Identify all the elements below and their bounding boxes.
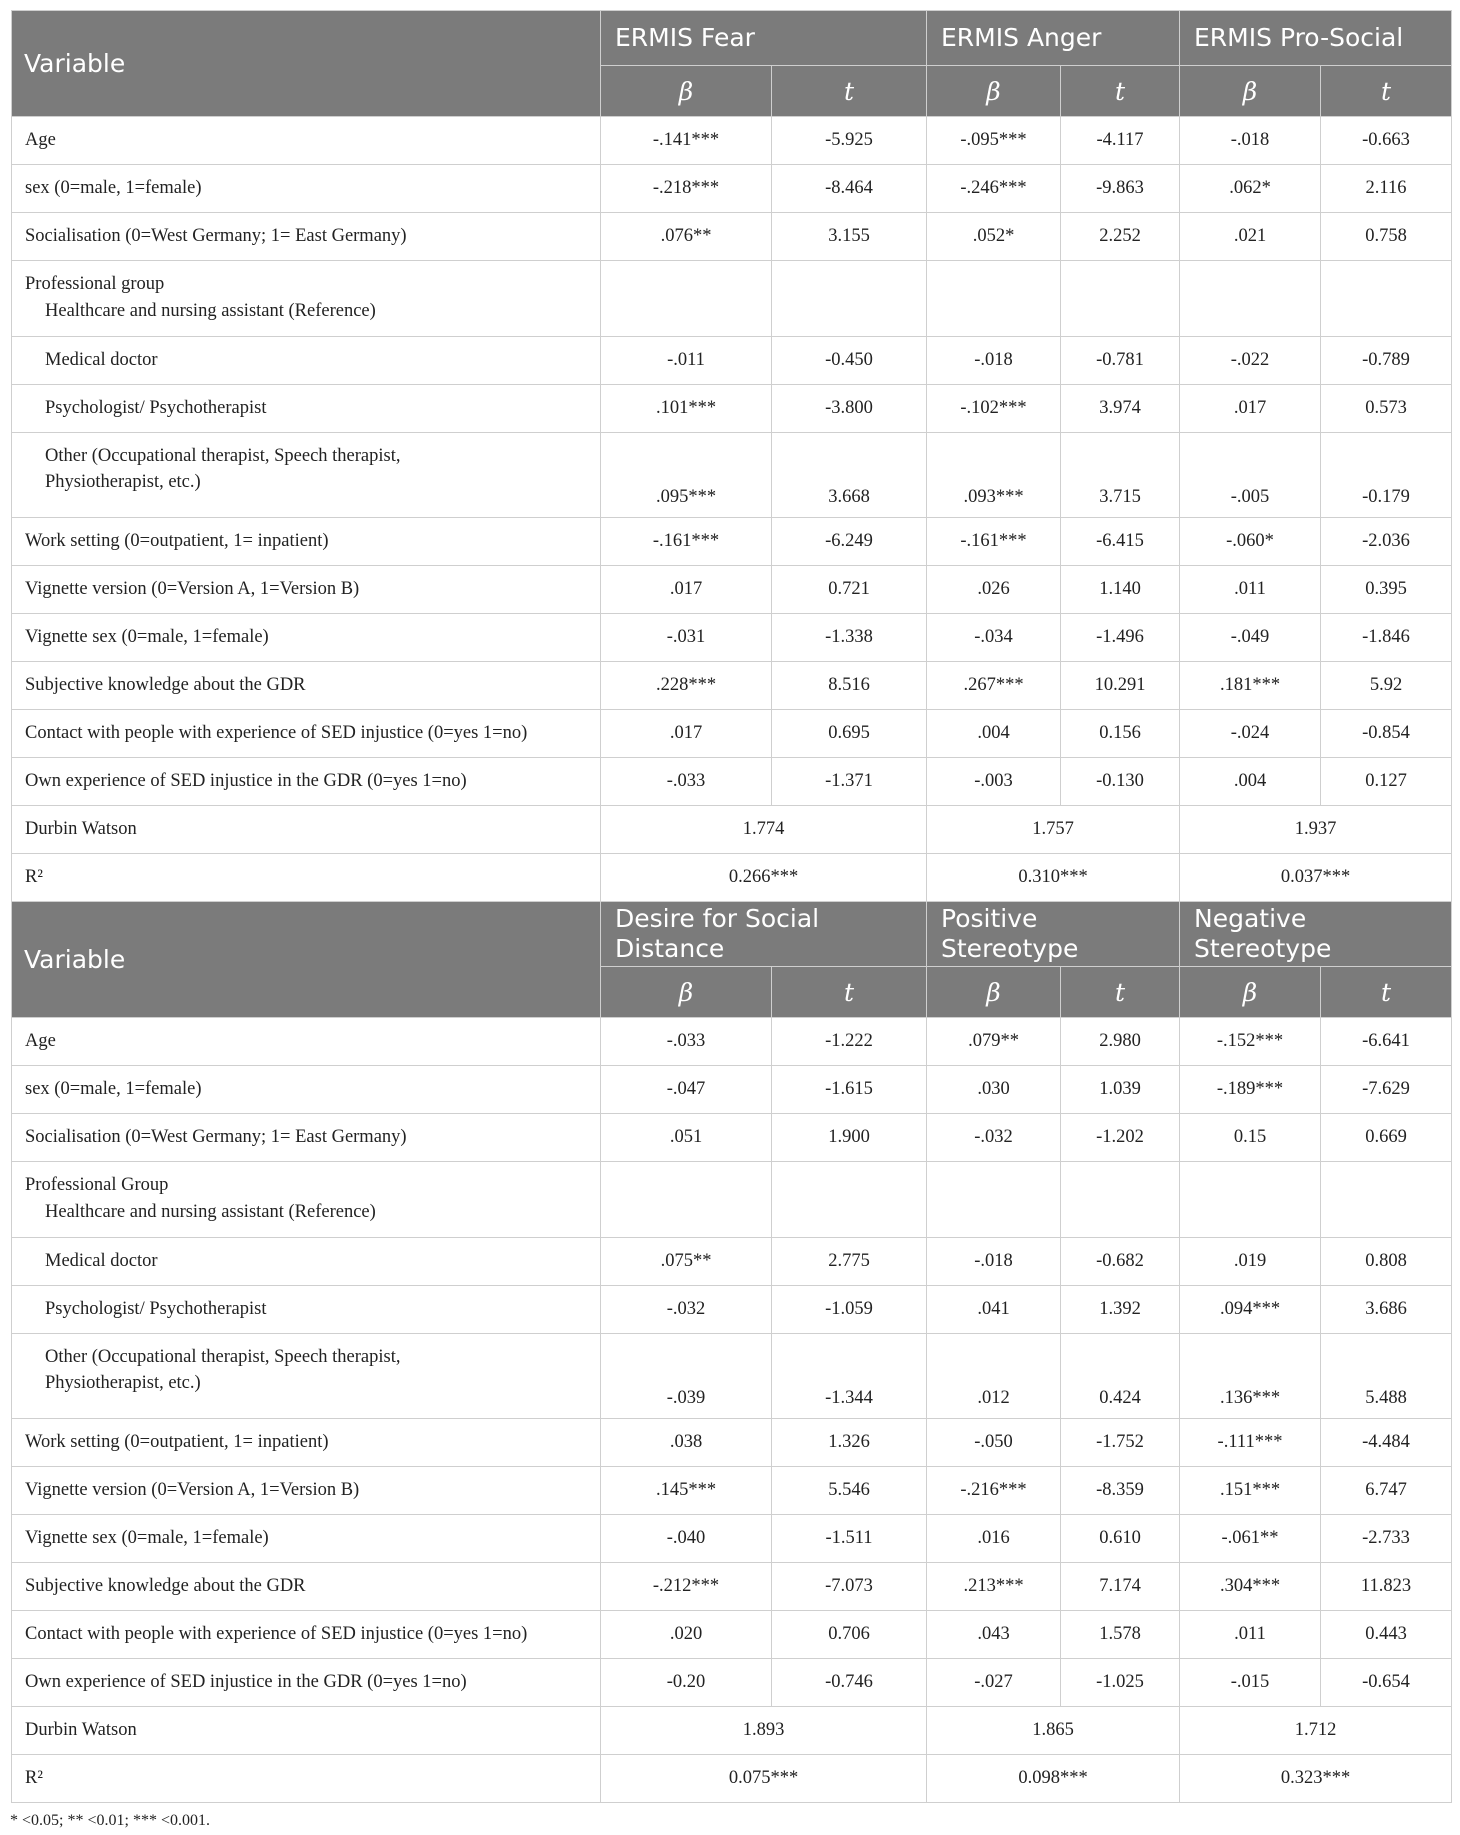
variable-header: Variable xyxy=(12,11,601,117)
beta-value: .004 xyxy=(927,710,1061,758)
t-value: 0.610 xyxy=(1061,1515,1180,1563)
row-label xyxy=(12,165,601,213)
t-value: 2.116 xyxy=(1321,165,1452,213)
t-value: -1.615 xyxy=(772,1066,927,1114)
beta-value xyxy=(1180,1162,1321,1238)
summary-value: 1.937 xyxy=(1180,806,1452,854)
row-label xyxy=(12,710,601,758)
beta-value: .136*** xyxy=(1180,1334,1321,1419)
table-row xyxy=(12,1018,1452,1066)
summary-value: 0.266*** xyxy=(601,854,927,902)
row-sublabel-text: Healthcare and nursing assistant (Reference) xyxy=(45,301,376,321)
beta-value: -.018 xyxy=(927,1238,1061,1286)
beta-value: .094*** xyxy=(1180,1286,1321,1334)
row-label-text: Professional Group xyxy=(25,1175,169,1195)
table-row xyxy=(12,1114,1452,1162)
table-row xyxy=(12,758,1452,806)
t-value: 0.721 xyxy=(772,566,927,614)
t-value: -1.752 xyxy=(1061,1419,1180,1467)
t-value: 0.156 xyxy=(1061,710,1180,758)
row-label-text: Socialisation (0=West Germany; 1= East Germany) xyxy=(25,1127,407,1147)
t-value: -3.800 xyxy=(772,385,927,433)
beta-value: -.034 xyxy=(927,614,1061,662)
row-label xyxy=(12,1334,601,1419)
beta-value: .041 xyxy=(927,1286,1061,1334)
summary-row xyxy=(12,806,1452,854)
header-row xyxy=(12,902,1452,967)
beta-value: .017 xyxy=(1180,385,1321,433)
beta-header: β xyxy=(601,66,772,117)
beta-value: -.161*** xyxy=(927,518,1061,566)
summary-value: 0.323*** xyxy=(1180,1755,1452,1803)
significance-footnote: * <0.05; ** <0.01; *** <0.001. xyxy=(10,1812,210,1829)
row-label xyxy=(12,566,601,614)
t-value: -1.059 xyxy=(772,1286,927,1334)
t-value: 8.516 xyxy=(772,662,927,710)
outcome-header: ERMIS Fear xyxy=(601,11,927,66)
header-row xyxy=(12,11,1452,66)
beta-value: -.032 xyxy=(927,1114,1061,1162)
row-label xyxy=(12,261,601,337)
table-row xyxy=(12,1238,1452,1286)
t-value: -0.450 xyxy=(772,337,927,385)
t-value: -6.415 xyxy=(1061,518,1180,566)
t-value xyxy=(1321,261,1452,337)
table-row xyxy=(12,710,1452,758)
beta-value: -.003 xyxy=(927,758,1061,806)
row-label-text-line2: Physiotherapist, etc.) xyxy=(45,472,201,492)
row-label-text: Subjective knowledge about the GDR xyxy=(25,1576,306,1596)
t-value: 7.174 xyxy=(1061,1563,1180,1611)
summary-value: 0.037*** xyxy=(1180,854,1452,902)
summary-value: 1.865 xyxy=(927,1707,1180,1755)
t-value: -1.846 xyxy=(1321,614,1452,662)
row-label xyxy=(12,662,601,710)
t-value: -2.036 xyxy=(1321,518,1452,566)
row-label xyxy=(12,1018,601,1066)
t-value: 2.775 xyxy=(772,1238,927,1286)
beta-value: .062* xyxy=(1180,165,1321,213)
t-value: -0.654 xyxy=(1321,1659,1452,1707)
beta-header: β xyxy=(601,967,772,1018)
beta-value: -.218*** xyxy=(601,165,772,213)
row-label xyxy=(12,213,601,261)
table-row xyxy=(12,117,1452,165)
beta-value: -.031 xyxy=(601,614,772,662)
t-value: -1.371 xyxy=(772,758,927,806)
beta-value: 0.15 xyxy=(1180,1114,1321,1162)
t-value: 5.488 xyxy=(1321,1334,1452,1419)
row-label-text: Contact with people with experience of SED injustice (0=yes 1=no) xyxy=(25,723,528,743)
table-row xyxy=(12,337,1452,385)
beta-value: -.095*** xyxy=(927,117,1061,165)
row-label xyxy=(12,1515,601,1563)
row-label xyxy=(12,1162,601,1238)
table-row xyxy=(12,213,1452,261)
t-value: 0.127 xyxy=(1321,758,1452,806)
t-value: -1.338 xyxy=(772,614,927,662)
row-label xyxy=(12,1238,601,1286)
beta-value: -.060* xyxy=(1180,518,1321,566)
beta-header: β xyxy=(927,967,1061,1018)
row-label-text: Vignette sex (0=male, 1=female) xyxy=(25,627,269,647)
row-label xyxy=(12,1659,601,1707)
row-label-text: Socialisation (0=West Germany; 1= East Germany) xyxy=(25,226,407,246)
row-label-text: Professional group xyxy=(25,274,165,294)
summary-value: 1.774 xyxy=(601,806,927,854)
summary-label: Durbin Watson xyxy=(12,1707,601,1755)
summary-value: 1.712 xyxy=(1180,1707,1452,1755)
beta-value: .021 xyxy=(1180,213,1321,261)
beta-value: -.018 xyxy=(1180,117,1321,165)
beta-value: .051 xyxy=(601,1114,772,1162)
t-value: 0.706 xyxy=(772,1611,927,1659)
beta-header: β xyxy=(1180,967,1321,1018)
beta-value: .030 xyxy=(927,1066,1061,1114)
t-value xyxy=(1061,1162,1180,1238)
summary-value: 1.757 xyxy=(927,806,1180,854)
row-label-text: Work setting (0=outpatient, 1= inpatient) xyxy=(25,531,329,551)
row-label-text: Vignette version (0=Version A, 1=Version B) xyxy=(25,1480,360,1500)
table-row xyxy=(12,433,1452,518)
beta-value: .304*** xyxy=(1180,1563,1321,1611)
beta-value: -.027 xyxy=(927,1659,1061,1707)
table-row xyxy=(12,1419,1452,1467)
t-value: -4.484 xyxy=(1321,1419,1452,1467)
table-row xyxy=(12,1286,1452,1334)
row-label-text: Medical doctor xyxy=(45,350,158,370)
t-value: -7.629 xyxy=(1321,1066,1452,1114)
t-value: -6.249 xyxy=(772,518,927,566)
t-value: 3.715 xyxy=(1061,433,1180,518)
t-value: -5.925 xyxy=(772,117,927,165)
t-value: -4.117 xyxy=(1061,117,1180,165)
beta-value: -.022 xyxy=(1180,337,1321,385)
beta-value: -.047 xyxy=(601,1066,772,1114)
beta-value: .101*** xyxy=(601,385,772,433)
t-header: t xyxy=(772,967,927,1018)
beta-value: -.246*** xyxy=(927,165,1061,213)
row-label-text: Psychologist/ Psychotherapist xyxy=(45,398,267,418)
regression-table xyxy=(11,10,1452,1803)
t-header: t xyxy=(772,66,927,117)
beta-value: .011 xyxy=(1180,566,1321,614)
regression-table-container xyxy=(11,10,1451,1803)
t-header: t xyxy=(1061,967,1180,1018)
beta-value: .267*** xyxy=(927,662,1061,710)
beta-header: β xyxy=(927,66,1061,117)
t-value: 5.92 xyxy=(1321,662,1452,710)
t-value xyxy=(1321,1162,1452,1238)
beta-value: .016 xyxy=(927,1515,1061,1563)
t-value: 1.578 xyxy=(1061,1611,1180,1659)
beta-value: .213*** xyxy=(927,1563,1061,1611)
row-label-text: Subjective knowledge about the GDR xyxy=(25,675,306,695)
beta-value: .043 xyxy=(927,1611,1061,1659)
row-label xyxy=(12,1114,601,1162)
beta-value: -.033 xyxy=(601,1018,772,1066)
beta-value: -.152*** xyxy=(1180,1018,1321,1066)
row-label-text: Own experience of SED injustice in the GDR (0=yes 1=no) xyxy=(25,1672,467,1692)
beta-value: .075** xyxy=(601,1238,772,1286)
summary-row xyxy=(12,854,1452,902)
t-value: 3.155 xyxy=(772,213,927,261)
beta-value: -.024 xyxy=(1180,710,1321,758)
t-value xyxy=(772,1162,927,1238)
summary-value: 0.098*** xyxy=(927,1755,1180,1803)
row-label-text: Work setting (0=outpatient, 1= inpatient) xyxy=(25,1432,329,1452)
t-header: t xyxy=(1061,66,1180,117)
row-label-text: Contact with people with experience of SED injustice (0=yes 1=no) xyxy=(25,1624,528,1644)
t-value: 2.252 xyxy=(1061,213,1180,261)
row-label-text: sex (0=male, 1=female) xyxy=(25,178,202,198)
beta-value: .012 xyxy=(927,1334,1061,1419)
regression-table-body xyxy=(12,11,1452,1803)
table-row xyxy=(12,1334,1452,1419)
row-label-text: sex (0=male, 1=female) xyxy=(25,1079,202,1099)
beta-value: -.040 xyxy=(601,1515,772,1563)
t-value: -1.511 xyxy=(772,1515,927,1563)
t-value: -0.130 xyxy=(1061,758,1180,806)
t-value: -8.464 xyxy=(772,165,927,213)
t-value: -0.682 xyxy=(1061,1238,1180,1286)
outcome-header: Positive Stereotype xyxy=(927,902,1180,967)
row-label-text: Vignette version (0=Version A, 1=Version B) xyxy=(25,579,360,599)
beta-value: -.005 xyxy=(1180,433,1321,518)
beta-value: .181*** xyxy=(1180,662,1321,710)
t-value: 0.573 xyxy=(1321,385,1452,433)
beta-value: -.011 xyxy=(601,337,772,385)
table-row xyxy=(12,518,1452,566)
t-value: 3.974 xyxy=(1061,385,1180,433)
t-value: 1.900 xyxy=(772,1114,927,1162)
t-value: 0.695 xyxy=(772,710,927,758)
row-label-text: Medical doctor xyxy=(45,1251,158,1271)
t-value: -1.025 xyxy=(1061,1659,1180,1707)
t-value: 1.140 xyxy=(1061,566,1180,614)
summary-label: Durbin Watson xyxy=(12,806,601,854)
beta-value: .020 xyxy=(601,1611,772,1659)
beta-value xyxy=(927,261,1061,337)
beta-value: .093*** xyxy=(927,433,1061,518)
t-value: -0.789 xyxy=(1321,337,1452,385)
t-value: 0.758 xyxy=(1321,213,1452,261)
t-value: 10.291 xyxy=(1061,662,1180,710)
beta-value: -.018 xyxy=(927,337,1061,385)
beta-value: .052* xyxy=(927,213,1061,261)
beta-value: .019 xyxy=(1180,1238,1321,1286)
outcome-header: ERMIS Anger xyxy=(927,11,1180,66)
t-value: 2.980 xyxy=(1061,1018,1180,1066)
t-value: 11.823 xyxy=(1321,1563,1452,1611)
beta-value: -.216*** xyxy=(927,1467,1061,1515)
beta-value: -.032 xyxy=(601,1286,772,1334)
t-value: -7.073 xyxy=(772,1563,927,1611)
row-label xyxy=(12,518,601,566)
t-value: -1.202 xyxy=(1061,1114,1180,1162)
beta-value: .145*** xyxy=(601,1467,772,1515)
beta-value xyxy=(927,1162,1061,1238)
row-label-text: Vignette sex (0=male, 1=female) xyxy=(25,1528,269,1548)
t-value: -8.359 xyxy=(1061,1467,1180,1515)
t-value: -1.496 xyxy=(1061,614,1180,662)
row-label xyxy=(12,433,601,518)
row-label xyxy=(12,1563,601,1611)
beta-value: -.015 xyxy=(1180,1659,1321,1707)
t-value: -0.781 xyxy=(1061,337,1180,385)
row-label xyxy=(12,1286,601,1334)
outcome-header: ERMIS Pro-Social xyxy=(1180,11,1452,66)
outcome-header: Desire for Social Distance xyxy=(601,902,927,967)
beta-value: .038 xyxy=(601,1419,772,1467)
t-value: -0.746 xyxy=(772,1659,927,1707)
beta-value: -.161*** xyxy=(601,518,772,566)
t-value: 0.395 xyxy=(1321,566,1452,614)
table-row xyxy=(12,566,1452,614)
t-value: -0.854 xyxy=(1321,710,1452,758)
beta-value: -.039 xyxy=(601,1334,772,1419)
t-value: 1.039 xyxy=(1061,1066,1180,1114)
beta-value: .151*** xyxy=(1180,1467,1321,1515)
table-row xyxy=(12,1563,1452,1611)
row-label xyxy=(12,614,601,662)
beta-header: β xyxy=(1180,66,1321,117)
row-label-text-line2: Physiotherapist, etc.) xyxy=(45,1373,201,1393)
beta-value: .004 xyxy=(1180,758,1321,806)
t-value: -2.733 xyxy=(1321,1515,1452,1563)
row-label xyxy=(12,1419,601,1467)
t-value: 1.326 xyxy=(772,1419,927,1467)
beta-value: -.033 xyxy=(601,758,772,806)
beta-value: -.212*** xyxy=(601,1563,772,1611)
beta-value xyxy=(1180,261,1321,337)
table-row xyxy=(12,1611,1452,1659)
summary-label: R² xyxy=(12,1755,601,1803)
beta-value: .228*** xyxy=(601,662,772,710)
t-value: 0.669 xyxy=(1321,1114,1452,1162)
outcome-header: Negative Stereotype xyxy=(1180,902,1452,967)
t-value: 5.546 xyxy=(772,1467,927,1515)
t-value xyxy=(772,261,927,337)
t-value: -6.641 xyxy=(1321,1018,1452,1066)
t-value: 0.424 xyxy=(1061,1334,1180,1419)
beta-value: -.061** xyxy=(1180,1515,1321,1563)
row-sublabel-text: Healthcare and nursing assistant (Reference) xyxy=(45,1202,376,1222)
row-label-text: Age xyxy=(25,1031,56,1051)
row-label-text: Age xyxy=(25,130,56,150)
row-label-text: Psychologist/ Psychotherapist xyxy=(45,1299,267,1319)
beta-value: .076** xyxy=(601,213,772,261)
t-value: 6.747 xyxy=(1321,1467,1452,1515)
beta-value: -.102*** xyxy=(927,385,1061,433)
row-label xyxy=(12,337,601,385)
table-row xyxy=(12,1659,1452,1707)
row-label xyxy=(12,758,601,806)
summary-value: 0.075*** xyxy=(601,1755,927,1803)
table-row xyxy=(12,261,1452,337)
row-label xyxy=(12,385,601,433)
table-row xyxy=(12,1162,1452,1238)
t-value: 0.808 xyxy=(1321,1238,1452,1286)
table-row xyxy=(12,1066,1452,1114)
summary-row xyxy=(12,1755,1452,1803)
beta-value: -.111*** xyxy=(1180,1419,1321,1467)
t-value: 3.668 xyxy=(772,433,927,518)
t-value: 3.686 xyxy=(1321,1286,1452,1334)
beta-value: .017 xyxy=(601,710,772,758)
table-row xyxy=(12,385,1452,433)
beta-value: -.141*** xyxy=(601,117,772,165)
row-label-text: Own experience of SED injustice in the GDR (0=yes 1=no) xyxy=(25,771,467,791)
summary-value: 1.893 xyxy=(601,1707,927,1755)
t-value xyxy=(1061,261,1180,337)
beta-value: .017 xyxy=(601,566,772,614)
table-row xyxy=(12,1467,1452,1515)
beta-value: -0.20 xyxy=(601,1659,772,1707)
beta-value: .095*** xyxy=(601,433,772,518)
beta-value: .079** xyxy=(927,1018,1061,1066)
t-value: -0.179 xyxy=(1321,433,1452,518)
t-value: -9.863 xyxy=(1061,165,1180,213)
table-row xyxy=(12,165,1452,213)
row-label xyxy=(12,117,601,165)
table-row xyxy=(12,1515,1452,1563)
variable-header: Variable xyxy=(12,902,601,1018)
t-header: t xyxy=(1321,967,1452,1018)
beta-value xyxy=(601,261,772,337)
table-row xyxy=(12,614,1452,662)
t-value: -1.222 xyxy=(772,1018,927,1066)
row-label-text: Other (Occupational therapist, Speech therapist, xyxy=(45,1347,401,1367)
row-label xyxy=(12,1066,601,1114)
beta-value: -.050 xyxy=(927,1419,1061,1467)
beta-value: -.189*** xyxy=(1180,1066,1321,1114)
t-header: t xyxy=(1321,66,1452,117)
t-value: -0.663 xyxy=(1321,117,1452,165)
row-label xyxy=(12,1467,601,1515)
summary-value: 0.310*** xyxy=(927,854,1180,902)
beta-value xyxy=(601,1162,772,1238)
summary-row xyxy=(12,1707,1452,1755)
row-label xyxy=(12,1611,601,1659)
table-row xyxy=(12,662,1452,710)
t-value: 1.392 xyxy=(1061,1286,1180,1334)
beta-value: .026 xyxy=(927,566,1061,614)
row-label-text: Other (Occupational therapist, Speech therapist, xyxy=(45,446,401,466)
beta-value: .011 xyxy=(1180,1611,1321,1659)
t-value: -1.344 xyxy=(772,1334,927,1419)
summary-label: R² xyxy=(12,854,601,902)
t-value: 0.443 xyxy=(1321,1611,1452,1659)
beta-value: -.049 xyxy=(1180,614,1321,662)
